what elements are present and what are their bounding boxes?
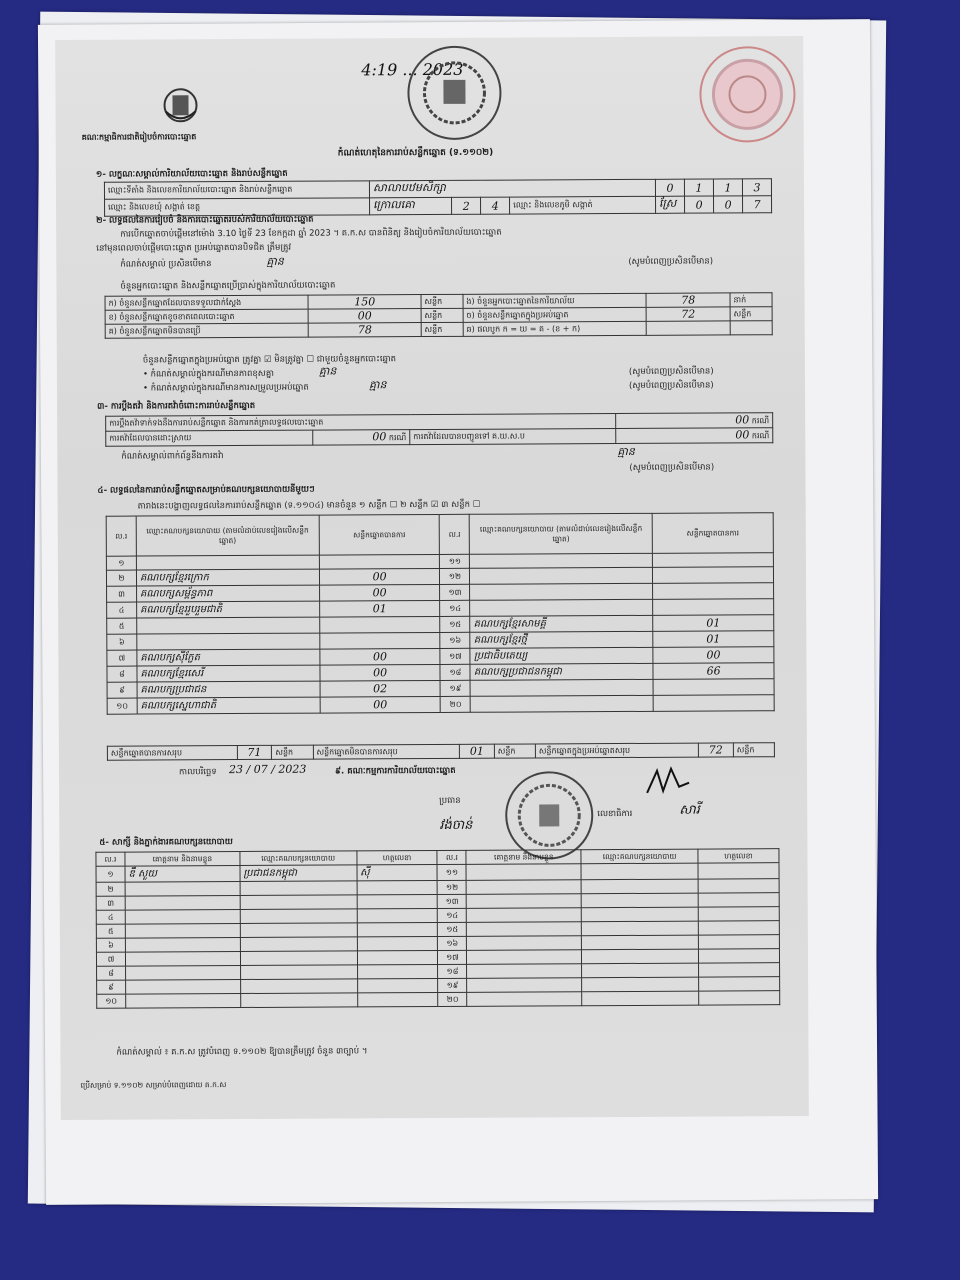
match-check-line: ចំនួនសន្លឹកឆ្នោតក្នុងប្រអប់ឆ្នោត ត្រូវគ្នា ☑ មិនត្រូវគ្នា ☐ ជាមួយចំនួនអ្នកបោះឆ្នោត xyxy=(142,354,397,366)
village-code-digit: 0 xyxy=(685,196,714,213)
party-votes: 00 xyxy=(319,568,440,585)
row-number: ៦ xyxy=(107,634,137,650)
witness-party xyxy=(581,879,698,894)
witness-party xyxy=(240,965,357,980)
location-code-digit: 1 xyxy=(713,179,742,196)
row-number: ៤ xyxy=(96,910,125,924)
election-form-page xyxy=(55,36,809,1120)
witness-name xyxy=(125,952,240,967)
row-number: ៦ xyxy=(96,938,125,952)
count-unit: សន្លឹក xyxy=(421,308,463,322)
row-number: ៤ xyxy=(107,602,137,618)
party-name: គណបក្សខ្មែរក្រោក xyxy=(136,569,319,586)
party-name xyxy=(471,695,654,712)
row-number: ១០ xyxy=(97,994,126,1008)
row-number: ៩ xyxy=(97,980,126,994)
village-code-digit: 7 xyxy=(743,196,772,213)
secretary-signature: សារី xyxy=(679,802,700,818)
witness-name xyxy=(467,978,582,993)
row-number: ១១ xyxy=(437,864,466,880)
row-number: ១៦ xyxy=(440,632,470,648)
count-value-2: 72 xyxy=(646,307,730,321)
col-sign-header: ហត្ថលេខា xyxy=(357,850,438,864)
col-sign-header: ហត្ថលេខា xyxy=(698,849,779,863)
count-label-2: ឆ) ផលបូក ក = ឃ = គ - (ខ + ក) xyxy=(463,321,647,336)
col-no-header: ល.រ xyxy=(440,514,470,554)
witness-party xyxy=(582,921,699,936)
witness-signature xyxy=(698,863,779,879)
party-name xyxy=(136,555,319,570)
complaints-unit: ករណី xyxy=(751,416,770,426)
row-number: ១១ xyxy=(440,554,470,568)
witness-signature xyxy=(699,977,780,991)
row-number: ១៣ xyxy=(440,584,470,600)
commune-digit: 4 xyxy=(481,197,510,214)
party-name xyxy=(137,617,320,634)
party-name: គណបក្សខ្មែរថ្មី xyxy=(470,631,653,648)
witness-party xyxy=(582,977,699,992)
official-seal-bottom xyxy=(505,771,593,859)
row-number: ១៧ xyxy=(438,950,467,964)
row-number: ១៥ xyxy=(440,616,470,632)
row-number: ២ xyxy=(96,882,125,896)
count-unit-2: នាក់ xyxy=(730,293,772,307)
village-value: ស្រែ xyxy=(656,196,685,213)
row-number: ១៩ xyxy=(438,978,467,992)
official-seal-top xyxy=(407,46,501,140)
witness-signature xyxy=(357,978,438,992)
party-votes: 01 xyxy=(653,615,774,632)
party-votes xyxy=(653,599,774,616)
location-value: សាលាបឋមសិក្សា xyxy=(369,179,655,197)
party-votes xyxy=(319,632,440,649)
adjust-note-value: គ្មាន xyxy=(368,378,387,392)
party-votes: 66 xyxy=(653,663,774,680)
row-number: ១៧ xyxy=(440,648,470,664)
row-number: ៣ xyxy=(107,586,137,602)
chairman-label: ប្រធាន xyxy=(439,795,461,806)
location-table xyxy=(104,178,772,216)
count-label: ខ) ចំនួនសន្លឹកឆ្នោតខូចខាតពេលបោះឆ្នោត xyxy=(105,309,309,324)
complaints-table xyxy=(105,412,773,446)
col-party-header: ឈ្មោះគណបក្សនយោបាយ xyxy=(581,849,698,864)
party-votes: 01 xyxy=(319,600,440,617)
adjust-note-label: • កំណត់សម្គាល់ក្នុងករណីមានការសម្រួលប្រអប់ឆ្នោត xyxy=(142,382,309,394)
witness-signature xyxy=(699,949,780,963)
party-name xyxy=(470,567,653,584)
section2-heading: ២- លទ្ធផលនៃការរៀបចំ និងការបោះឆ្នោតរបស់ការិយាល័យបោះឆ្នោត xyxy=(96,214,314,226)
count-value: 150 xyxy=(308,295,420,310)
explain-hint: (សូមបំពេញប្រសិនបើមាន) xyxy=(628,366,714,377)
ballot-count-row xyxy=(105,321,772,338)
secretary-label: លេខាធិការ xyxy=(597,808,633,820)
party-votes: 00 xyxy=(319,584,440,601)
witness-signature xyxy=(699,963,780,977)
party-name: គណបក្សខ្មែររួបរួមជាតិ xyxy=(137,601,320,618)
commune-value: ក្រោលគោ xyxy=(370,197,452,214)
party-votes: 00 xyxy=(320,648,441,665)
section4-intro: តារាងនេះបង្ហាញលទ្ធផលនៃការរាប់សន្លឹកឆ្នោត (ទ.១១០៤) មានចំនួន ១ សន្លឹក ☐ ២ សន្លឹក ☑ ៣ សន្លឹក ☐ xyxy=(137,499,481,512)
date-label: កាលបរិច្ឆេទ xyxy=(178,767,217,778)
witness-party xyxy=(240,923,357,938)
witness-signature xyxy=(357,936,438,950)
col-party-header: ឈ្មោះគណបក្សនយោបាយ xyxy=(240,851,357,866)
col-party-header: ឈ្មោះគណបក្សនយោបាយ (តាមលំដាប់លេខរៀងលើសន្លឹកឆ្នោត) xyxy=(136,515,319,556)
row-number: ១៤ xyxy=(438,908,467,922)
row-number: ១ xyxy=(106,556,136,570)
section3-heading: ៣- ការប្តឹងតវ៉ា និងការតវ៉ាចំពោះការរាប់សន្លឹកឆ្នោត xyxy=(97,400,256,412)
totals-table xyxy=(107,742,775,760)
chairman-signature: វង់ចាន់ xyxy=(439,817,473,833)
witness-signature xyxy=(699,991,780,1005)
witness-name xyxy=(466,880,581,895)
party-results-table xyxy=(106,512,775,714)
section1-heading: ១- លក្ខណៈសម្គាល់ការិយាល័យបោះឆ្នោត និងរាប់សន្លឹកឆ្នោត xyxy=(95,168,288,180)
witness-party xyxy=(582,991,699,1006)
party-name: គណបក្សប្រជាជន xyxy=(137,681,320,698)
count-unit-2: សន្លឹក xyxy=(730,307,772,321)
table-row xyxy=(97,991,780,1009)
count-value: 78 xyxy=(309,323,421,338)
explain-hint: (សូមបំពេញប្រសិនបើមាន) xyxy=(628,380,714,391)
count-value: 00 xyxy=(309,309,421,324)
date-value: 23 / 07 / 2023 xyxy=(228,762,307,777)
location-label: ឈ្មោះទីតាំង និងលេខការិយាល័យបោះឆ្នោត និងរាប់សន្លឹកឆ្នោត xyxy=(104,181,369,199)
witness-party xyxy=(581,893,698,908)
form-footer: ប្រើសម្រាប់ ទ.១១០២ សម្រាប់បំពេញដោយ គ.ក.ស xyxy=(80,1080,227,1090)
witness-signature xyxy=(357,880,438,894)
box-total-unit: សន្លឹក xyxy=(733,743,774,757)
party-votes: 02 xyxy=(320,680,441,697)
party-name: គណបក្សស្នេហាជាតិ xyxy=(137,697,320,714)
witness-signature xyxy=(698,921,779,935)
witness-name xyxy=(467,922,582,937)
location-code-digit: 0 xyxy=(655,179,684,196)
party-votes xyxy=(653,567,774,584)
party-name xyxy=(470,583,653,600)
count-label-2: ច) ចំនួនសន្លឹកឆ្នោតក្នុងប្រអប់ឆ្នោត xyxy=(463,307,647,322)
valid-total-label: សន្លឹកឆ្នោតបានការសរុប xyxy=(107,746,237,761)
witness-name xyxy=(467,894,582,909)
row-number: ៩ xyxy=(107,682,137,698)
witness-party xyxy=(581,907,698,922)
row-number: ១៩ xyxy=(441,680,471,696)
party-name xyxy=(470,679,653,696)
row-number: ២០ xyxy=(441,696,471,712)
explain-hint: (សូមបំពេញប្រសិនបើមាន) xyxy=(628,256,714,267)
opening-line: ការបើកឆ្នោតចាប់ផ្តើមនៅម៉ោង 3.10 ថ្ងៃទី 23 ខែកក្កដា ឆ្នាំ 2023 ។ គ.ក.ស បានពិនិត្យ និងរៀបចំការិយាល័យបោះឆ្នោត xyxy=(120,227,502,240)
witness-signature xyxy=(357,992,438,1006)
count-label: ក) ចំនួនសន្លឹកឆ្នោតដែលបានទទួលជាក់ស្តែង xyxy=(105,295,309,310)
resolved-value: 00 xyxy=(372,430,387,444)
party-name: គណបក្សខ្មែរសេរី xyxy=(137,665,320,682)
row-number: ៨ xyxy=(107,666,137,682)
witness-signature xyxy=(698,893,779,907)
witness-name: ឌឹ សួយ xyxy=(125,866,240,883)
emblem-logo xyxy=(157,81,203,127)
witness-party xyxy=(240,993,357,1008)
witness-name xyxy=(125,966,240,981)
party-votes xyxy=(319,616,440,633)
forwarded-value: 00 xyxy=(735,428,750,442)
party-name xyxy=(137,633,320,650)
section5-heading: ៥- សាក្សី និងភ្នាក់ងារគណបក្សនយោបាយ xyxy=(99,837,233,848)
witness-party xyxy=(582,949,699,964)
explain-hint: (សូមបំពេញប្រសិនបើមាន) xyxy=(629,462,715,473)
witness-name xyxy=(126,994,241,1009)
ballot-box-line: នៅមុនពេលចាប់ផ្តើមបោះឆ្នោត ប្រអប់ឆ្នោតបានបិទជិត ត្រឹមត្រូវ xyxy=(96,242,292,254)
row-number: ៧ xyxy=(107,650,137,666)
witness-name xyxy=(467,950,582,965)
row-number: ១៦ xyxy=(438,936,467,950)
witness-name xyxy=(125,924,240,939)
count-value-2: 78 xyxy=(646,293,730,307)
row-number: ១៤ xyxy=(440,600,470,616)
village-code-digit: 0 xyxy=(714,196,743,213)
witness-party xyxy=(240,909,357,924)
note-value: គ្មាន xyxy=(266,254,284,268)
party-votes xyxy=(653,553,774,568)
witness-signature xyxy=(357,964,438,978)
witness-party xyxy=(582,935,699,950)
box-total-label: សន្លឹកឆ្នោតក្នុងប្រអប់ឆ្នោតសរុប xyxy=(535,743,698,758)
invalid-total-value: 01 xyxy=(459,744,494,758)
col-name-header: គោត្តនាម និងនាមខ្លួន xyxy=(125,852,240,867)
section4-heading: ៤- លទ្ធផលនៃការរាប់សន្លឹកឆ្នោតសម្រាប់គណបក្សនយោបាយនីមួយៗ xyxy=(97,484,315,496)
count-unit-2 xyxy=(730,321,772,335)
party-votes: 00 xyxy=(320,696,441,713)
witness-signature xyxy=(357,922,438,936)
row-number: ៨ xyxy=(97,966,126,980)
party-name: គណបក្សស៊ីក្លែត xyxy=(137,649,320,666)
row-number: ១២ xyxy=(438,880,467,894)
witness-name xyxy=(125,910,240,925)
party-votes xyxy=(653,679,774,696)
witness-name xyxy=(467,992,582,1007)
row-number: ១៨ xyxy=(440,664,470,680)
count-value-2 xyxy=(647,321,731,335)
invalid-total-label: សន្លឹកឆ្នោតមិនបានការសរុប xyxy=(313,744,460,759)
complaints-value: 00 xyxy=(735,413,750,427)
witness-name xyxy=(467,908,582,923)
row-number: ១ xyxy=(96,866,125,882)
signature-mark xyxy=(643,763,693,807)
row-number: ៥ xyxy=(107,618,137,634)
row-number: ៥ xyxy=(96,924,125,938)
forwarded-label: ការតវ៉ាដែលបានបញ្ជូនទៅ គ.ឃ.ស.ប xyxy=(410,429,616,445)
location-code-digit: 1 xyxy=(684,179,713,196)
row-number: ១៣ xyxy=(438,894,467,908)
witness-party xyxy=(240,895,357,910)
row-number: ២ xyxy=(106,570,136,586)
party-votes: 00 xyxy=(320,664,441,681)
witness-party xyxy=(240,951,357,966)
col-name-header: គោត្តនាម និងនាមខ្លួន xyxy=(466,850,581,865)
party-votes xyxy=(319,554,440,569)
voters-subheading: ចំនួនអ្នកបោះឆ្នោត និងសន្លឹកឆ្នោតប្រើប្រាស់ក្នុងការិយាល័យបោះឆ្នោត xyxy=(120,280,336,292)
count-unit: សន្លឹក xyxy=(421,294,463,308)
witness-name xyxy=(126,980,241,995)
party-name: គណបក្សប្រជាជនកម្ពុជា xyxy=(470,663,653,680)
invalid-total-unit: សន្លឹក xyxy=(494,744,535,758)
col-no-header: ល.រ xyxy=(437,850,466,864)
commune-label: ឈ្មោះ និងលេខឃុំ សង្កាត់ ខេត្ត xyxy=(105,198,370,216)
party-votes xyxy=(653,695,774,712)
resolved-unit: ករណី xyxy=(388,433,407,443)
complaint-note-label: កំណត់សម្គាល់ពាក់ព័ន្ធនឹងការតវ៉ា xyxy=(121,451,224,462)
red-stamp xyxy=(699,46,796,143)
party-votes: 00 xyxy=(653,647,774,664)
row-number: ៣ xyxy=(96,896,125,910)
col-no-header: ល.រ xyxy=(106,516,136,556)
witness-party xyxy=(581,863,698,880)
resolved-label: ការតវ៉ាដែលបានដោះស្រាយ xyxy=(106,430,313,446)
witness-signature xyxy=(357,894,438,908)
witness-party xyxy=(240,937,357,952)
witness-name xyxy=(467,936,582,951)
party-votes: 01 xyxy=(653,631,774,648)
witness-name xyxy=(125,882,240,897)
committee-name: គណៈកម្មាធិការជាតិរៀបចំការបោះឆ្នោត xyxy=(81,132,197,142)
complaint-note-value: គ្មាន xyxy=(617,444,635,459)
handwritten-date: 4:19 ... 2023 xyxy=(361,59,464,80)
party-name: គណបក្សខ្មែរសាមគ្គី xyxy=(470,615,653,632)
party-name xyxy=(470,553,653,568)
witness-party: ប្រជាជនកម្ពុជា xyxy=(240,865,357,882)
form-title: កំណត់ហេតុនៃការរាប់សន្លឹកឆ្នោត (ទ.១១០២) xyxy=(337,147,494,159)
row-number: ១៥ xyxy=(438,922,467,936)
witness-signature: ស៊ី xyxy=(357,864,438,880)
witness-name xyxy=(466,864,581,881)
valid-total-unit: សន្លឹក xyxy=(272,745,313,759)
witness-signature xyxy=(698,879,779,893)
witness-party xyxy=(240,979,357,994)
box-total-value: 72 xyxy=(698,743,733,757)
commune-digit: 2 xyxy=(452,197,481,214)
witness-name xyxy=(467,964,582,979)
witness-table xyxy=(95,848,780,1009)
committee-signers-label: ៩. គណៈកម្មការការិយាល័យបោះឆ្នោត xyxy=(334,765,456,777)
witness-name xyxy=(125,938,240,953)
witness-signature xyxy=(698,935,779,949)
complaints-label: ការប្តឹងតវ៉ាទាក់ទងនឹងការរាប់សន្លឹកឆ្នោត និងការកត់ត្រាលទ្ធផលបោះឆ្នោត xyxy=(106,414,616,432)
count-unit: សន្លឹក xyxy=(421,322,463,336)
valid-total-value: 71 xyxy=(237,745,272,759)
difference-note-value: គ្មាន xyxy=(318,364,337,378)
witness-party xyxy=(582,963,699,978)
row-number: ១៨ xyxy=(438,964,467,978)
party-name: គណបក្សសម្ព័ន្ធភាព xyxy=(136,585,319,602)
witness-signature xyxy=(357,950,438,964)
note-label: កំណត់សម្គាល់ ប្រសិនបើមាន xyxy=(120,259,212,270)
col-votes-header: សន្លឹកឆ្នោតបានការ xyxy=(652,513,773,554)
party-name: ប្រជាធិបតេយ្យ xyxy=(470,647,653,664)
table-row xyxy=(107,695,774,714)
forwarded-unit: ករណី xyxy=(751,431,770,441)
row-number: ១២ xyxy=(440,568,470,584)
difference-note-label: • កំណត់សម្គាល់ក្នុងករណីមានភាពខុសគ្នា xyxy=(142,368,274,380)
party-votes xyxy=(653,583,774,600)
col-no-header: ល.រ xyxy=(96,852,125,866)
witness-name xyxy=(125,896,240,911)
row-number: ១០ xyxy=(107,698,137,714)
count-label: គ) ចំនួនសន្លឹកឆ្នោតមិនបានប្រើ xyxy=(105,323,309,338)
count-label-2: ង) ចំនួនអ្នកបោះឆ្នោតនៃការិយាល័យ xyxy=(463,293,647,308)
row-number: ៧ xyxy=(96,952,125,966)
col-party-header: ឈ្មោះគណបក្សនយោបាយ (តាមលំដាប់លេខរៀងលើសន្លឹកឆ្នោត) xyxy=(470,513,653,554)
ballot-count-table xyxy=(105,292,773,338)
col-votes-header: សន្លឹកឆ្នោតបានការ xyxy=(319,514,440,555)
row-number: ២០ xyxy=(438,992,467,1006)
witness-signature xyxy=(698,907,779,921)
witness-party xyxy=(240,881,357,896)
party-name xyxy=(470,599,653,616)
witness-signature xyxy=(357,908,438,922)
village-label: ឈ្មោះ និងលេខភូមិ សង្កាត់ xyxy=(510,196,656,214)
location-code-digit: 3 xyxy=(742,179,771,196)
witness-note: កំណត់សម្គាល់ ៖ គ.ក.ស ត្រូវបំពេញ ទ.១១០២ ឱ្យបានត្រឹមត្រូវ ចំនួន ៣ច្បាប់ ។ xyxy=(116,1046,368,1058)
